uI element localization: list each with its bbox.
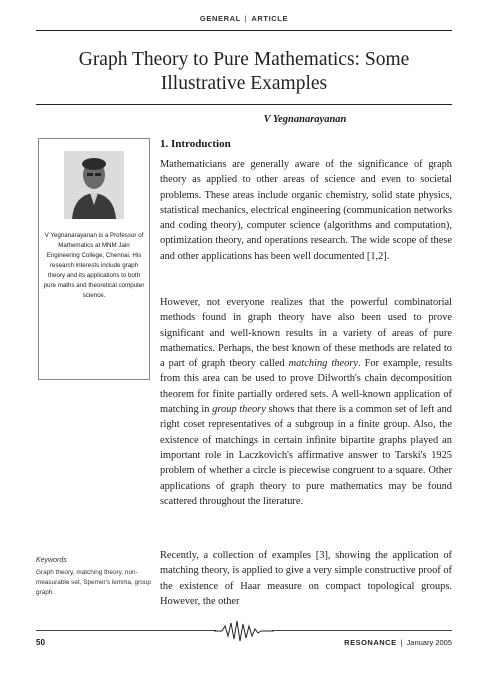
- section-heading: 1. Introduction: [160, 138, 231, 150]
- running-header: [0, 14, 488, 23]
- paragraph-1: [160, 157, 452, 264]
- journal-info: [344, 638, 452, 647]
- title-line-1: Graph Theory to Pure Mathematics: Some: [78, 49, 410, 70]
- keywords-title: Keywords: [36, 557, 67, 564]
- header-type: ARTICLE: [251, 14, 289, 23]
- page-number: 50: [36, 638, 45, 647]
- paragraph-1-text: Mathematicians are generally aware of the significance of graph theory as applied to other areas of science and even to societal problems. These areas include organic chemistry, solid state physics, statistical mechanics, electrical engineering (communication networks and coding theory), computer science (algorithms and computation), optimization theory, and operations research. The wide scope of these and other applications has been well documented [1,2].: [160, 159, 452, 262]
- paragraph-2-part-c: shows that there is a common set of left and right coset representatives of a subgroup in a finite group. Also, the existence of matchings in certain infinite bipartite graphs played an important role in Laczkovich's affirmative answer to Tarski's 1925 problem of whether a circle is piecewise congruent to a square. Other applications of graph theory to pure mathematics may be found scattered throughout the literature.: [160, 404, 452, 507]
- term-group-theory: group theory: [212, 404, 266, 416]
- journal-issue: January 2005: [406, 638, 452, 647]
- journal-separator: |: [400, 638, 403, 647]
- title-rule: [36, 104, 452, 105]
- header-separator: |: [244, 14, 248, 23]
- journal-name: RESONANCE: [344, 638, 397, 647]
- footer-rule-right: [272, 630, 452, 631]
- header-section: GENERAL: [199, 14, 241, 23]
- footer-rule-left: [36, 630, 216, 631]
- author-name: V Yegnanarayanan: [263, 114, 347, 125]
- header-rule: [36, 30, 452, 31]
- paragraph-3-text: Recently, a collection of examples [3], showing the application of matching theory, is applied to give a very simple constructive proof of the existence of Haar measure on compact topological groups. However, the other: [160, 550, 452, 607]
- author-photo: [64, 151, 124, 219]
- paragraph-3: [160, 548, 452, 609]
- article-title: [36, 48, 452, 96]
- author-sidebar: [38, 138, 150, 380]
- term-matching-theory: matching theory: [288, 358, 358, 370]
- waveform-icon: [214, 620, 274, 642]
- paragraph-2-part-b: . For example, results from this area can be used to prove Dilworth's chain decomposition theorem for finite partially ordered sets. A well-known application of matching in: [160, 358, 453, 416]
- keywords-text: Graph theory, matching theory, non-measurable set, Spemer's lemma, group graph.: [36, 569, 151, 596]
- author-bio: V Yegnanarayanan is a Professor of Mathematics at MNM Jain Engineering College, Chennai. His research interests include graph theory and its applications to both pure maths and theoretical computer science.: [43, 232, 145, 299]
- paragraph-2-part-a: However, not everyone realizes that the powerful combinatorial methods found in graph theory have also been used to prove significant and well-known results in a variety of areas of pure mathematics. Perhaps, the best known of these methods are related to a part of graph theory called: [160, 297, 452, 370]
- paragraph-2: [160, 295, 452, 509]
- title-line-2: Illustrative Examples: [160, 73, 328, 94]
